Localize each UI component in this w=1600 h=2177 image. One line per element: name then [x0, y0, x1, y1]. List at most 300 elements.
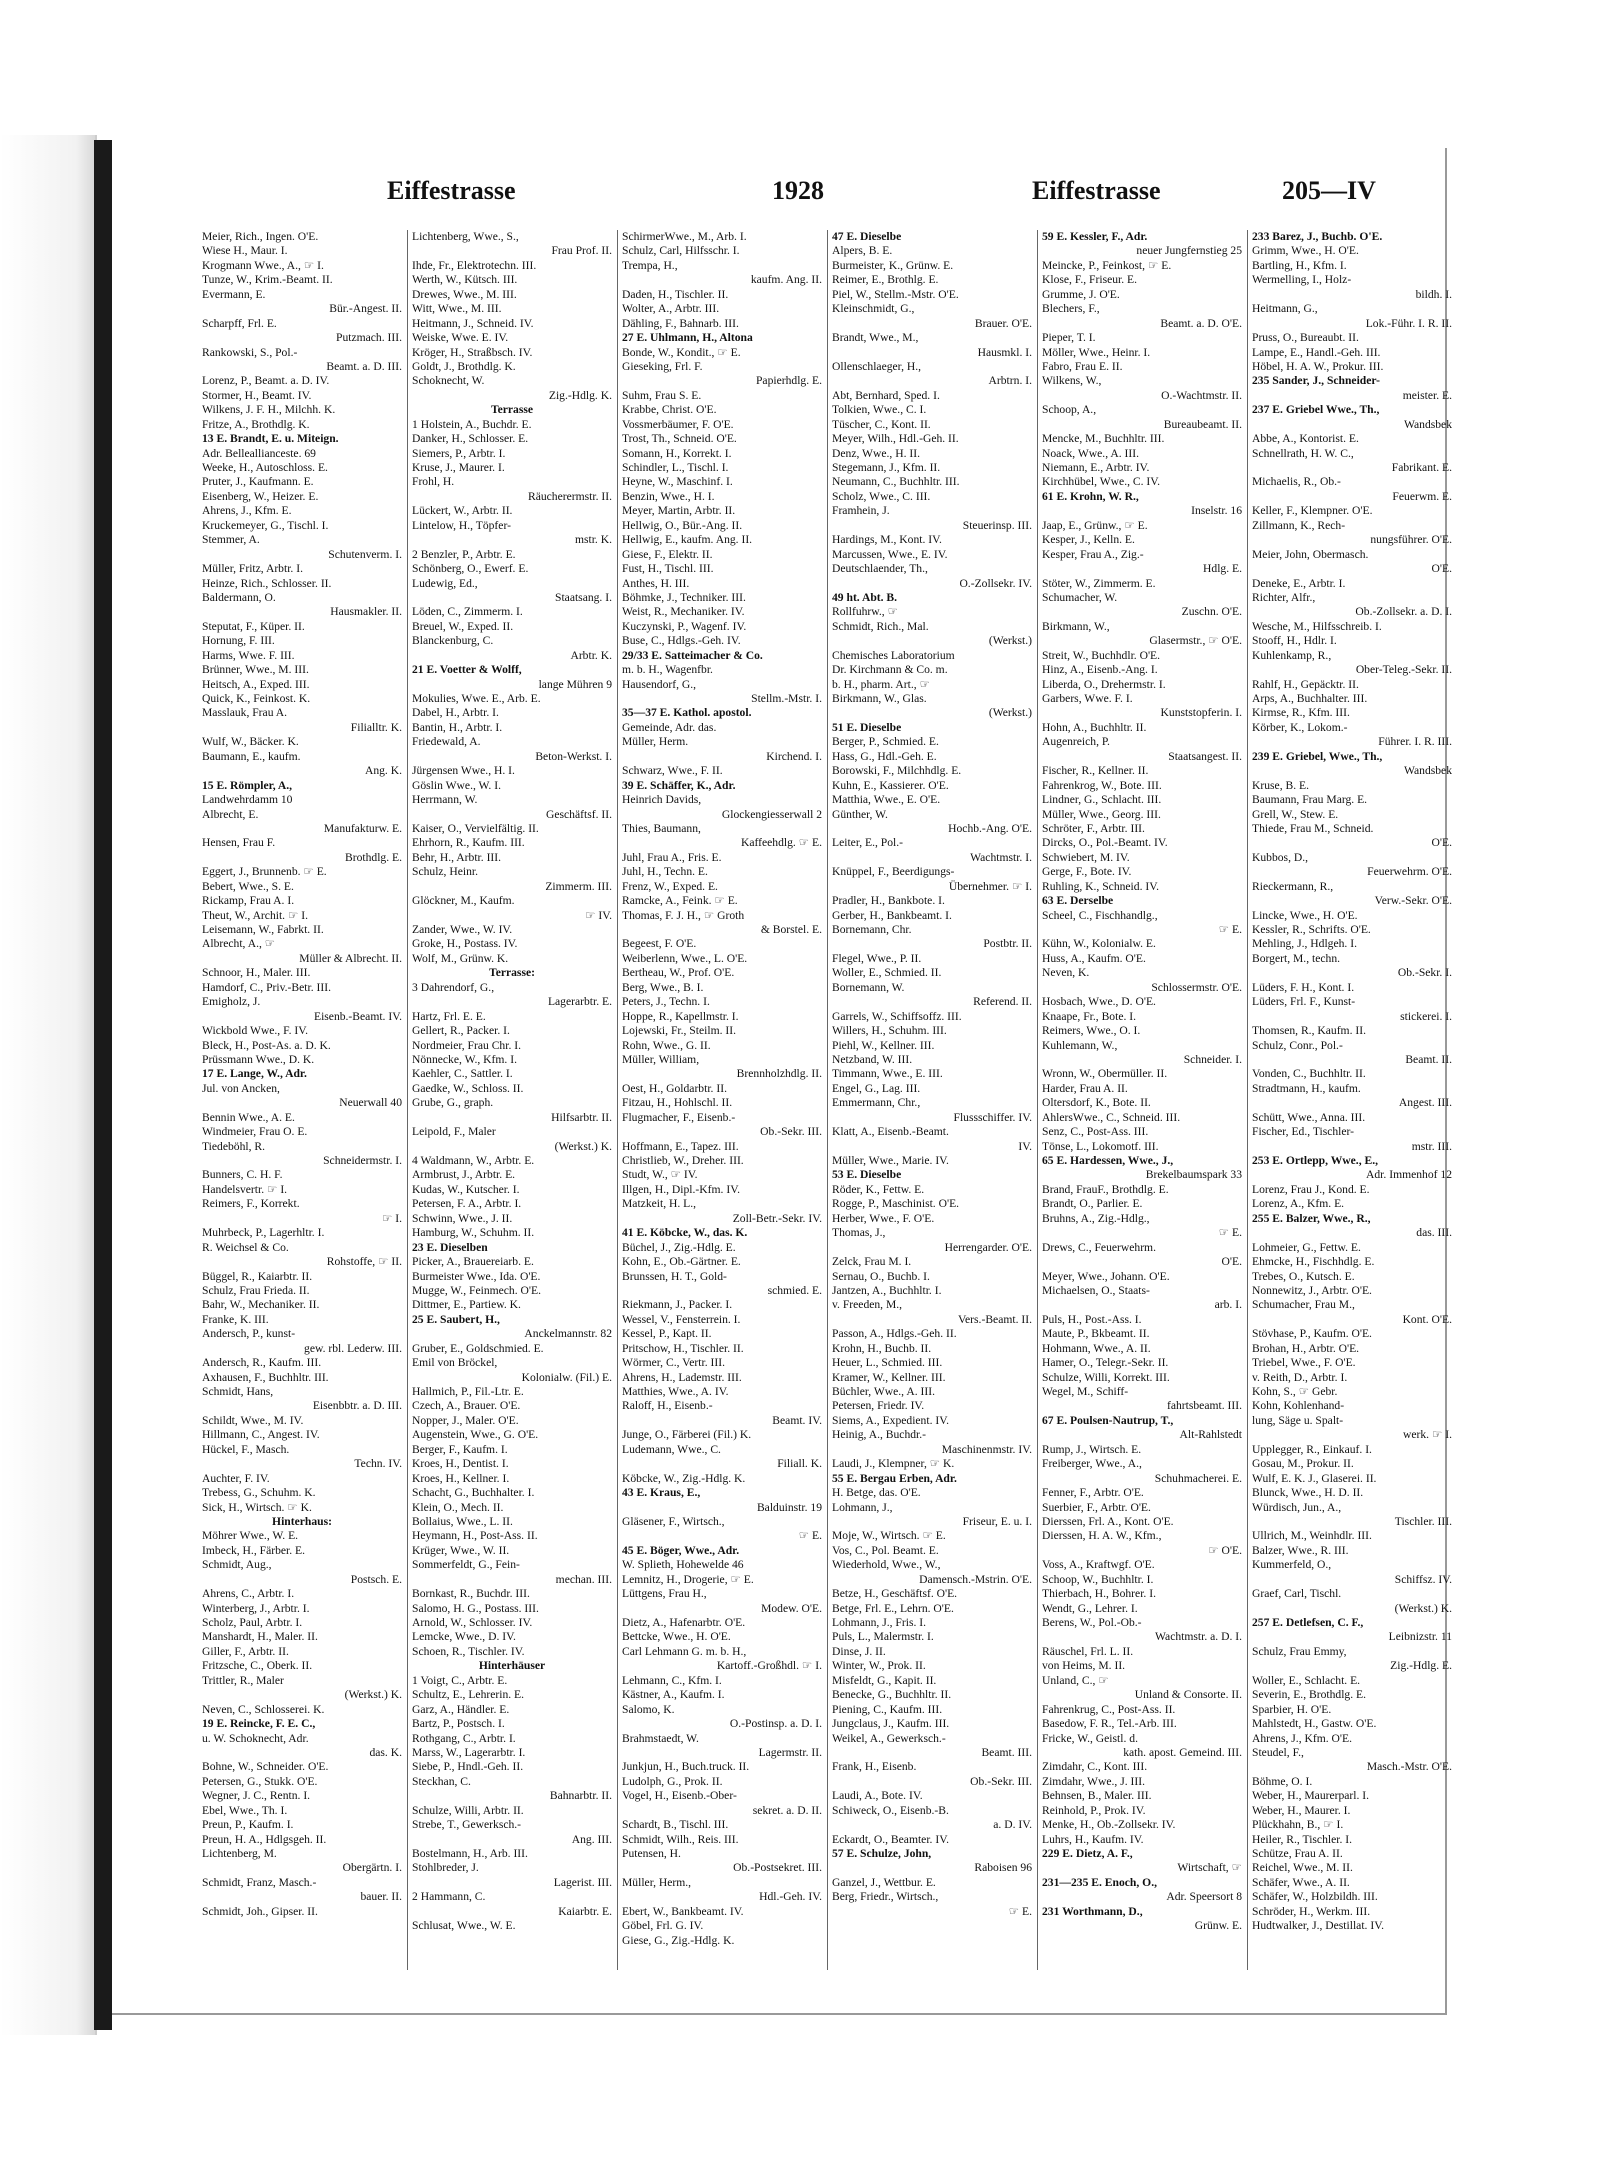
resident-entry: Zimmerm. III. — [545, 879, 612, 893]
resident-entry: Brahmstaedt, W. — [622, 1731, 699, 1745]
resident-entry: Klatt, A., Eisenb.-Beamt. — [832, 1125, 949, 1139]
resident-entry: Schwiebert, M. IV. — [1042, 850, 1130, 864]
resident-entry: Lojewski, Fr., Steilm. II. — [622, 1024, 737, 1038]
resident-entry: Auchter, F. IV. — [202, 1471, 270, 1485]
resident-entry: Oltersdorf, K., Bote. II. — [1042, 1096, 1151, 1110]
resident-entry: Matzkeit, H. L., — [622, 1197, 697, 1211]
resident-entry: Junge, O., Färberei (Fil.) K. — [622, 1428, 752, 1442]
resident-entry: Ganzel, J., Wettbur. E. — [832, 1875, 936, 1889]
resident-entry: Lagerist. III. — [553, 1875, 612, 1889]
column-2 — [412, 230, 612, 1970]
resident-entry: Timmann, Wwe., E. III. — [832, 1067, 943, 1081]
resident-entry: Flegel, Wwe., P. II. — [832, 951, 922, 965]
resident-entry: Eisenbbtr. a. D. III. — [312, 1399, 402, 1413]
resident-entry: Müller, Herm. — [622, 735, 689, 749]
resident-entry: Tolkien, Wwe., C. I. — [832, 403, 927, 417]
resident-entry: Kohn, E., Ob.-Gärtner. E. — [622, 1255, 741, 1269]
resident-entry: Heinze, Rich., Schlosser. II. — [202, 576, 332, 590]
resident-entry: Niemann, E., Arbtr. IV. — [1042, 461, 1150, 474]
resident-entry: Franke, K. III. — [202, 1312, 269, 1326]
resident-entry: Beamt. a. D. III. — [326, 359, 402, 373]
resident-entry: Brandt, O., Parlier. E. — [1042, 1197, 1143, 1211]
resident-entry: Filiall. K. — [777, 1457, 822, 1471]
resident-entry: Lampe, E., Handl.-Geh. III. — [1252, 345, 1381, 359]
resident-entry: Papierhdlg. E. — [755, 374, 822, 388]
resident-entry: Piel, W., Stellm.-Mstr. O'E. — [832, 287, 959, 301]
resident-entry: Wegner, J. C., Rentn. I. — [202, 1789, 311, 1803]
resident-entry: Köbcke, W., Zig.-Hdlg. K. — [622, 1471, 746, 1485]
resident-entry: Misfeldt, G., Kapit. II. — [832, 1673, 937, 1687]
resident-entry: Rogge, P., Maschinist. O'E. — [832, 1197, 960, 1211]
house-number-entry: 23 E. Dieselben — [412, 1240, 488, 1254]
resident-entry: v. Reith, D., Arbtr. I. — [1252, 1370, 1348, 1384]
resident-entry: Steudel, F., — [1252, 1745, 1304, 1759]
resident-entry: Rollfuhrw., ☞ — [832, 605, 898, 619]
resident-entry: Sick, H., Wirtsch. ☞ K. — [202, 1500, 312, 1514]
resident-entry: Reinhold, P., Prok. IV. — [1042, 1803, 1146, 1817]
resident-entry: Leisemann, W., Fabrkt. II. — [202, 923, 324, 936]
resident-entry: Kohn, S., ☞ Gebr. — [1252, 1385, 1338, 1398]
resident-entry: Putensen, H. — [622, 1847, 681, 1860]
resident-entry: das. K. — [369, 1745, 402, 1759]
house-number-entry: 51 E. Dieselbe — [832, 720, 902, 734]
resident-entry: Meyer, Wilh., Hdl.-Geh. II. — [832, 432, 959, 446]
resident-entry: Giller, F., Arbtr. II. — [202, 1644, 289, 1658]
resident-entry: Hohmann, Wwe., A. II. — [1042, 1341, 1151, 1355]
resident-entry: Lohmeier, G., Fettw. E. — [1252, 1240, 1361, 1254]
resident-entry: Bornemann, Chr. — [832, 923, 912, 936]
house-number-entry: 13 E. Brandt, E. u. Miteign. — [202, 432, 339, 446]
resident-entry: Lüders, Frl. F., Kunst- — [1252, 995, 1356, 1009]
resident-entry: Lorenz, A., Kfm. E. — [1252, 1197, 1345, 1211]
resident-entry: Kubbos, D., — [1252, 850, 1309, 864]
resident-entry: Michaelis, R., Ob.- — [1252, 475, 1341, 489]
resident-entry: Upplegger, R., Einkauf. I. — [1252, 1442, 1372, 1456]
resident-entry: Abbe, A., Kontorist. E. — [1252, 432, 1359, 446]
resident-entry: Kuhn, E., Kassierer. O'E. — [832, 778, 949, 792]
resident-entry: Würdisch, Jun., A., — [1252, 1500, 1342, 1514]
resident-entry: Ruhling, K., Schneid. IV. — [1042, 879, 1160, 893]
resident-entry: O.-Postinsp. a. D. I. — [729, 1717, 822, 1731]
resident-entry: Passon, A., Hdlgs.-Geh. II. — [832, 1327, 957, 1341]
resident-entry: Krabbe, Christ. O'E. — [622, 403, 717, 417]
house-number-entry: 17 E. Lange, W., Adr. — [202, 1067, 307, 1081]
resident-entry: Abt, Bernhard, Sped. I. — [832, 388, 940, 402]
resident-entry: Salomo, H. G., Postass. III. — [412, 1601, 539, 1615]
resident-entry: Bartling, H., Kfm. I. — [1252, 258, 1347, 272]
resident-entry: Borgert, M., techn. — [1252, 951, 1341, 965]
resident-entry: Reimers, Wwe., O. I. — [1042, 1024, 1141, 1038]
resident-entry: Dähling, F., Bahnarb. III. — [622, 316, 739, 330]
column-divider — [617, 230, 618, 1970]
resident-entry: Kleinschmidt, G., — [832, 302, 915, 316]
resident-entry: Schuhmacherei. E. — [1154, 1471, 1242, 1485]
resident-entry: Schütt, Wwe., Anna. III. — [1252, 1110, 1366, 1124]
resident-entry: Schoop, A., — [1042, 403, 1097, 417]
resident-entry: Bruhns, A., Zig.-Hdlg., — [1042, 1211, 1150, 1225]
resident-entry: Dabel, H., Arbtr. I. — [412, 706, 499, 720]
resident-entry: Buse, C., Hdlgs.-Geh. IV. — [622, 634, 741, 648]
resident-entry: Glockengiesserwall 2 — [721, 807, 822, 821]
resident-entry: Schneider. I. — [1183, 1052, 1242, 1066]
resident-entry: Stradtmann, H., kaufm. — [1252, 1081, 1361, 1095]
resident-entry: Röder, K., Fettw. E. — [832, 1182, 925, 1196]
house-number-entry: 41 E. Köbcke, W., das. K. — [622, 1226, 748, 1240]
section-heading: Terrasse — [490, 403, 534, 417]
resident-entry: Böhmke, J., Techniker. III. — [622, 590, 746, 604]
resident-entry: Petersen, F. A., Arbtr. I. — [412, 1197, 522, 1211]
resident-entry: Fabrikant. E. — [1391, 461, 1452, 474]
resident-entry: Verw.-Sekr. O'E. — [1374, 894, 1452, 908]
resident-entry: Arbtr. K. — [570, 648, 612, 662]
resident-entry: Landwehrdamm 10 — [202, 793, 293, 807]
resident-entry: Möller, Wwe., Heinr. I. — [1042, 345, 1151, 359]
resident-entry: Picker, A., Brauereiarb. E. — [412, 1255, 534, 1269]
resident-entry: Reimer, E., Brothlg. E. — [832, 273, 939, 287]
resident-entry: Tunze, W., Krim.-Beamt. II. — [202, 273, 333, 287]
resident-entry: Maschinenmstr. IV. — [941, 1442, 1032, 1456]
resident-entry: Hellwig, O., Bür.-Ang. II. — [622, 518, 743, 532]
resident-entry: Glasermstr., ☞ O'E. — [1149, 634, 1242, 648]
resident-entry: Weiberlenn, Wwe., L. O'E. — [622, 951, 748, 965]
resident-entry: Lorenz, P., Beamt. a. D. IV. — [202, 374, 330, 388]
resident-entry: Ober-Teleg.-Sekr. II. — [1355, 663, 1452, 677]
house-number-entry: 47 E. Dieselbe — [832, 230, 902, 243]
house-number-entry: 235 Sander, J., Schneider- — [1252, 374, 1380, 388]
resident-entry: Kästner, A., Kaufm. I. — [622, 1688, 725, 1702]
resident-entry: ☞ I. — [381, 1211, 402, 1225]
house-number-entry: 49 ht. Abt. B. — [832, 590, 898, 604]
resident-entry: Puls, L., Malermstr. I. — [832, 1630, 934, 1644]
resident-entry: Mahlstedt, H., Gastw. O'E. — [1252, 1717, 1377, 1731]
resident-entry: Hamdorf, C., Priv.-Betr. III. — [202, 980, 332, 994]
resident-entry: Körber, K., Lokom.- — [1252, 720, 1348, 734]
resident-entry: Stohlbreder, J. — [412, 1861, 479, 1875]
resident-entry: Strebe, T., Gewerksch.- — [412, 1818, 522, 1832]
resident-entry: 2 Hammann, C. — [412, 1890, 486, 1904]
resident-entry: Breuel, W., Exped. II. — [412, 619, 514, 633]
resident-entry: Stormer, H., Beamt. IV. — [202, 388, 312, 402]
resident-entry: Brandt, Wwe., M., — [832, 331, 919, 345]
house-number-entry: 63 E. Derselbe — [1042, 894, 1114, 908]
house-number-entry: 25 E. Saubert, H., — [412, 1312, 500, 1326]
resident-entry: Kesper, Frau A., Zig.- — [1042, 547, 1144, 561]
resident-entry: Dinse, J. II. — [832, 1644, 886, 1658]
resident-entry: Heitmann, J., Schneid. IV. — [412, 316, 534, 330]
resident-entry: Ob.-Sekr. I. — [1397, 966, 1452, 980]
resident-entry: Pritschow, H., Tischler. II. — [622, 1341, 744, 1355]
resident-entry: Hosbach, Wwe., D. O'E. — [1042, 995, 1156, 1009]
column-divider — [1037, 230, 1038, 1970]
resident-entry: Ahrens, J., Kfm. E. — [202, 504, 292, 518]
resident-entry: Masslauk, Frau A. — [202, 706, 288, 720]
resident-entry: Grumme, J. O'E. — [1042, 287, 1120, 301]
resident-entry: Neuerwall 40 — [339, 1096, 402, 1110]
resident-entry: Wachtmstr. I. — [970, 850, 1032, 864]
resident-entry: (Werkst.) — [988, 634, 1032, 648]
resident-entry: Suhm, Frau S. E. — [622, 388, 702, 402]
resident-entry: ☞ E. — [798, 1529, 822, 1543]
resident-entry: Postbtr. II. — [983, 937, 1032, 951]
resident-entry: Suerbier, F., Arbtr. O'E. — [1042, 1500, 1151, 1514]
resident-entry: Keller, F., Klempner. O'E. — [1252, 504, 1373, 518]
resident-entry: Matthies, Wwe., A. IV. — [622, 1385, 729, 1398]
resident-entry: Frau Prof. II. — [551, 244, 612, 258]
house-number-entry: 15 E. Römpler, A., — [202, 778, 293, 792]
resident-entry: Fritzsche, C., Oberk. II. — [202, 1659, 313, 1673]
resident-entry: Ang. III. — [571, 1832, 612, 1846]
resident-entry: Hückel, F., Masch. — [202, 1442, 290, 1456]
resident-entry: Marcussen, Wwe., E. IV. — [832, 547, 948, 561]
resident-entry: Kaiarbtr. E. — [558, 1904, 612, 1918]
resident-entry: Ullrich, M., Weinhdlr. III. — [1252, 1529, 1372, 1543]
resident-entry: Scholz, Paul, Arbtr. I. — [202, 1616, 303, 1629]
resident-entry: Lichtenberg, M. — [202, 1847, 277, 1860]
resident-entry: Thiede, Frau M., Schneid. — [1252, 821, 1374, 835]
resident-entry: Schulz, Frau Frieda. II. — [202, 1283, 310, 1297]
resident-entry: Baldermann, O. — [202, 590, 276, 604]
house-number-entry: 231 Worthmann, D., — [1042, 1904, 1143, 1918]
resident-entry: Rieckermann, R., — [1252, 879, 1334, 893]
resident-entry: Schnellrath, H. W. C., — [1252, 446, 1354, 460]
resident-entry: Schütze, Frau A. II. — [1252, 1847, 1343, 1860]
resident-entry: Neven, C., Schlosserei. K. — [202, 1702, 325, 1716]
resident-entry: Glöckner, M., Kaufm. — [412, 894, 515, 908]
resident-entry: Anthes, H. III. — [622, 576, 690, 590]
house-number-entry: 55 E. Bergau Erben, Adr. — [832, 1471, 957, 1485]
resident-entry: Emigholz, J. — [202, 995, 261, 1009]
section-heading: Hinterhäuser — [478, 1659, 546, 1673]
resident-entry: Ebel, Wwe., Th. I. — [202, 1803, 288, 1817]
resident-entry: Liberda, O., Drehermstr. I. — [1042, 677, 1166, 691]
resident-entry: Lincke, Wwe., H. O'E. — [1252, 908, 1358, 922]
resident-entry: Schmidt, Franz, Masch.- — [202, 1875, 317, 1889]
resident-entry: Pradler, H., Bankbote. I. — [832, 894, 945, 908]
resident-entry: Heiler, R., Tischler. I. — [1252, 1832, 1353, 1846]
resident-entry: O'E. — [1431, 836, 1452, 850]
resident-entry: Trempa, H., — [622, 258, 678, 272]
resident-entry: Schoknecht, W. — [412, 374, 485, 388]
resident-entry: Filialltr. K. — [350, 720, 402, 734]
resident-entry: Fischer, R., Kellner. II. — [1042, 764, 1149, 778]
resident-entry: Schmidt, Aug., — [202, 1558, 272, 1572]
column-divider — [407, 230, 408, 1970]
resident-entry: Schutenverm. I. — [328, 547, 402, 561]
resident-entry: Trost, Th., Schneid. O'E. — [622, 432, 737, 446]
resident-entry: Junkjun, H., Buch.truck. II. — [622, 1760, 750, 1774]
resident-entry: Zelck, Frau M. I. — [832, 1255, 912, 1269]
resident-entry: Zillmann, K., Rech- — [1252, 518, 1346, 532]
resident-entry: Bleck, H., Post-As. a. D. K. — [202, 1038, 331, 1052]
resident-entry: Rump, J., Wirtsch. E. — [1042, 1442, 1142, 1456]
resident-entry: Mencke, M., Buchhltr. III. — [1042, 432, 1165, 446]
resident-entry: Hornung, F. III. — [202, 634, 275, 648]
resident-entry: Stellm.-Mstr. I. — [751, 692, 822, 705]
resident-entry: Mugge, W., Feinmech. O'E. — [412, 1283, 541, 1297]
resident-entry: Danker, H., Schlosser. E. — [412, 432, 529, 446]
resident-entry: Zander, Wwe., W. IV. — [412, 923, 513, 936]
resident-entry: Feuerwm. E. — [1392, 489, 1452, 503]
resident-entry: Schäfer, W., Holzbildh. III. — [1252, 1890, 1378, 1904]
resident-entry: Quick, K., Feinkost. K. — [202, 692, 311, 705]
resident-entry: Bohne, W., Schneider. O'E. — [202, 1760, 329, 1774]
resident-entry: Senz, C., Post-Ass. III. — [1042, 1125, 1149, 1139]
resident-entry: Kühn, W., Kolonialw. E. — [1042, 937, 1156, 951]
resident-entry: Staatsangest. II. — [1168, 749, 1242, 763]
resident-entry: Emil von Bröckel, — [412, 1356, 498, 1370]
resident-entry: Werth, W., Kütsch. III. — [412, 273, 518, 287]
resident-entry: Beton-Werkst. I. — [535, 749, 612, 763]
resident-entry: kath. apost. Gemeind. III. — [1123, 1745, 1242, 1759]
resident-entry: Müller, Wwe., Georg. III. — [1042, 807, 1161, 821]
resident-entry: Giese, F., Elektr. II. — [622, 547, 713, 561]
resident-entry: Techn. IV. — [354, 1457, 402, 1471]
resident-entry: 2 Benzler, P., Arbtr. E. — [412, 547, 516, 561]
resident-entry: bildh. I. — [1415, 287, 1452, 301]
resident-entry: Geschäftsf. II. — [546, 807, 612, 821]
resident-entry: Salomo, K. — [622, 1702, 675, 1716]
resident-entry: Garz, A., Händler. E. — [412, 1702, 510, 1716]
resident-entry: Wolter, A., Arbtr. III. — [622, 302, 720, 316]
resident-entry: Blechers, F., — [1042, 302, 1100, 316]
resident-entry: Modew. O'E. — [761, 1601, 822, 1615]
resident-entry: Framhein, J. — [832, 504, 890, 518]
resident-entry: Augenreich, P. — [1042, 735, 1110, 749]
resident-entry: Hausmkl. I. — [977, 345, 1032, 359]
resident-entry: Frohl, H. — [412, 475, 455, 489]
resident-entry: Tüscher, C., Kont. II. — [832, 417, 931, 431]
resident-entry: Wilkens, W., — [1042, 374, 1102, 388]
resident-entry: Ebert, W., Bankbeamt. IV. — [622, 1904, 744, 1918]
resident-entry: Lüttgens, Frau H., — [622, 1587, 707, 1601]
resident-entry: Bahr, W., Mechaniker. II. — [202, 1298, 320, 1312]
resident-entry: Schildt, Wwe., M. IV. — [202, 1413, 304, 1427]
resident-entry: Lückert, W., Arbtr. II. — [412, 504, 513, 518]
resident-entry: Stooff, H., Hdlr. I. — [1252, 634, 1337, 648]
resident-entry: Andersch, P., kunst- — [202, 1327, 296, 1341]
resident-entry: Grimm, Wwe., H. O'E. — [1252, 244, 1359, 258]
resident-entry: Borowski, F., Milchhdlg. E. — [832, 764, 962, 778]
resident-entry: Müller, Fritz, Arbtr. I. — [202, 562, 303, 576]
resident-entry: Mokulies, Wwe. E., Arb. E. — [412, 692, 541, 705]
resident-entry: Thies, Baumann, — [622, 821, 701, 835]
resident-entry: Reimers, F., Korrekt. — [202, 1197, 300, 1211]
resident-entry: Gaedke, W., Schloss. II. — [412, 1081, 524, 1095]
resident-entry: mechan. III. — [555, 1572, 612, 1586]
year-title: 1928 — [772, 176, 824, 205]
resident-entry: Kont. O'E. — [1402, 1312, 1452, 1326]
resident-entry: Wachtmstr. a. D. I. — [1155, 1630, 1242, 1644]
resident-entry: Feuerwehrm. O'E. — [1367, 865, 1452, 879]
resident-entry: Albrecht, A., ☞ — [202, 937, 276, 951]
resident-entry: Heitmann, G., — [1252, 302, 1318, 316]
resident-entry: Drews, C., Feuerwehrm. — [1042, 1240, 1156, 1254]
resident-entry: Hallmich, P., Fil.-Ltr. E. — [412, 1385, 524, 1398]
resident-entry: Grünw. E. — [1194, 1919, 1242, 1933]
resident-entry: Führer. I. R. III. — [1378, 735, 1452, 749]
resident-entry: Leibnizstr. 11 — [1388, 1630, 1452, 1644]
resident-entry: Siebe, P., Hndl.-Geh. II. — [412, 1760, 524, 1774]
column-divider — [827, 230, 828, 1970]
resident-entry: Bennin Wwe., A. E. — [202, 1110, 295, 1124]
resident-entry: Groke, H., Postass. IV. — [412, 937, 518, 951]
resident-entry: Damensch.-Mstrin. O'E. — [919, 1572, 1032, 1586]
resident-entry: Somann, H., Korrekt. I. — [622, 446, 732, 460]
resident-entry: Heinig, A., Buchdr.- — [832, 1428, 927, 1442]
resident-entry: Schulz, Frau Emmy, — [1252, 1644, 1347, 1658]
resident-entry: AhlersWwe., C., Schneid. III. — [1042, 1110, 1181, 1124]
resident-entry: H. Betge, das. O'E. — [832, 1486, 921, 1500]
page-header — [112, 176, 1412, 216]
resident-entry: Birkmann, W., — [1042, 619, 1110, 633]
resident-entry: Schoen, R., Tischler. IV. — [412, 1644, 525, 1658]
resident-entry: Gosau, M., Prokur. II. — [1252, 1457, 1354, 1471]
house-number-entry: 19 E. Reincke, F. E. C., — [202, 1717, 316, 1731]
resident-entry: Dircks, O., Pol.-Beamt. IV. — [1042, 836, 1168, 850]
resident-entry: Mehling, J., Hdlgeh. I. — [1252, 937, 1357, 951]
resident-entry: Hamer, O., Telegr.-Sekr. II. — [1042, 1356, 1169, 1370]
house-number-entry: 237 E. Griebel Wwe., Th., — [1252, 403, 1380, 417]
resident-entry: Wessel, V., Fensterrein. I. — [622, 1312, 741, 1326]
resident-entry: Tischler. III. — [1394, 1514, 1452, 1528]
resident-entry: Angest. III. — [1398, 1096, 1452, 1110]
resident-entry: Gläsener, F., Wirtsch., — [622, 1514, 725, 1528]
house-number-entry: 39 E. Schäffer, K., Adr. — [622, 778, 736, 792]
resident-entry: Kessel, P., Kapt. II. — [622, 1327, 712, 1341]
resident-entry: Handelsvertr. ☞ I. — [202, 1182, 288, 1196]
resident-entry: Weeke, H., Autoschloss. E. — [202, 461, 328, 474]
resident-entry: Andersch, R., Kaufm. III. — [202, 1356, 322, 1370]
resident-entry: Rohstoffe, ☞ II. — [326, 1255, 402, 1269]
resident-entry: Dietz, A., Hafenarbtr. O'E. — [622, 1616, 746, 1629]
resident-entry: Wermelling, I., Holz- — [1252, 273, 1352, 287]
resident-entry: Oest, H., Goldarbtr. II. — [622, 1081, 727, 1095]
resident-entry: Eckardt, O., Beamter. IV. — [832, 1832, 949, 1846]
resident-entry: Grell, W., Stew. E. — [1252, 807, 1339, 821]
resident-entry: Hilfsarbtr. II. — [551, 1110, 612, 1124]
resident-entry: W. Splieth, Hohewelde 46 — [622, 1558, 744, 1572]
resident-entry: Schönberg, O., Ewerf. E. — [412, 562, 529, 576]
resident-entry: Herber, Wwe., F. O'E. — [832, 1211, 935, 1225]
resident-entry: Brekelbaumspark 33 — [1145, 1168, 1242, 1182]
resident-entry: Laudi, J., Klempner, ☞ K. — [832, 1457, 955, 1471]
resident-entry: Trittler, R., Maler — [202, 1673, 284, 1687]
resident-entry: meister. E. — [1402, 388, 1452, 402]
resident-entry: Prüssmann Wwe., D. K. — [202, 1052, 315, 1066]
resident-entry: Kolonialw. (Fil.) E. — [521, 1370, 612, 1384]
resident-entry: Beamt. II. — [1405, 1052, 1452, 1066]
resident-entry: Schulz, Heinr. — [412, 865, 479, 879]
resident-entry: Kuhlenkamp, R., — [1252, 648, 1332, 662]
resident-entry: Büchler, Wwe., A. III. — [832, 1385, 935, 1398]
resident-entry: Dierssen, Frl. A., Kont. O'E. — [1042, 1514, 1174, 1528]
resident-entry: Ihde, Fr., Elektrotechn. III. — [412, 258, 537, 272]
resident-entry: Wandsbek — [1403, 417, 1452, 431]
resident-entry: Räucherermstr. II. — [527, 489, 612, 503]
resident-entry: Menke, H., Ob.-Zollsekr. IV. — [1042, 1818, 1176, 1832]
resident-entry: Kuhlemann, W., — [1042, 1038, 1118, 1052]
resident-entry: Engel, G., Lag. III. — [832, 1081, 921, 1095]
resident-entry: Ahrens, C., Arbtr. I. — [202, 1587, 295, 1601]
resident-entry: Unland & Consorte. II. — [1134, 1688, 1242, 1702]
resident-entry: Ob.-Sekr. III. — [760, 1125, 822, 1139]
resident-entry: Kruckemeyer, G., Tischl. I. — [202, 518, 329, 532]
resident-entry: Hudtwalker, J., Destillat. IV. — [1252, 1919, 1384, 1933]
resident-entry: Schiweck, O., Eisenb.-B. — [832, 1803, 949, 1817]
resident-entry: Flugmacher, F., Eisenb.- — [622, 1110, 736, 1124]
resident-entry: Schröter, F., Arbtr. III. — [1042, 821, 1145, 835]
resident-entry: Inselstr. 16 — [1191, 504, 1242, 518]
